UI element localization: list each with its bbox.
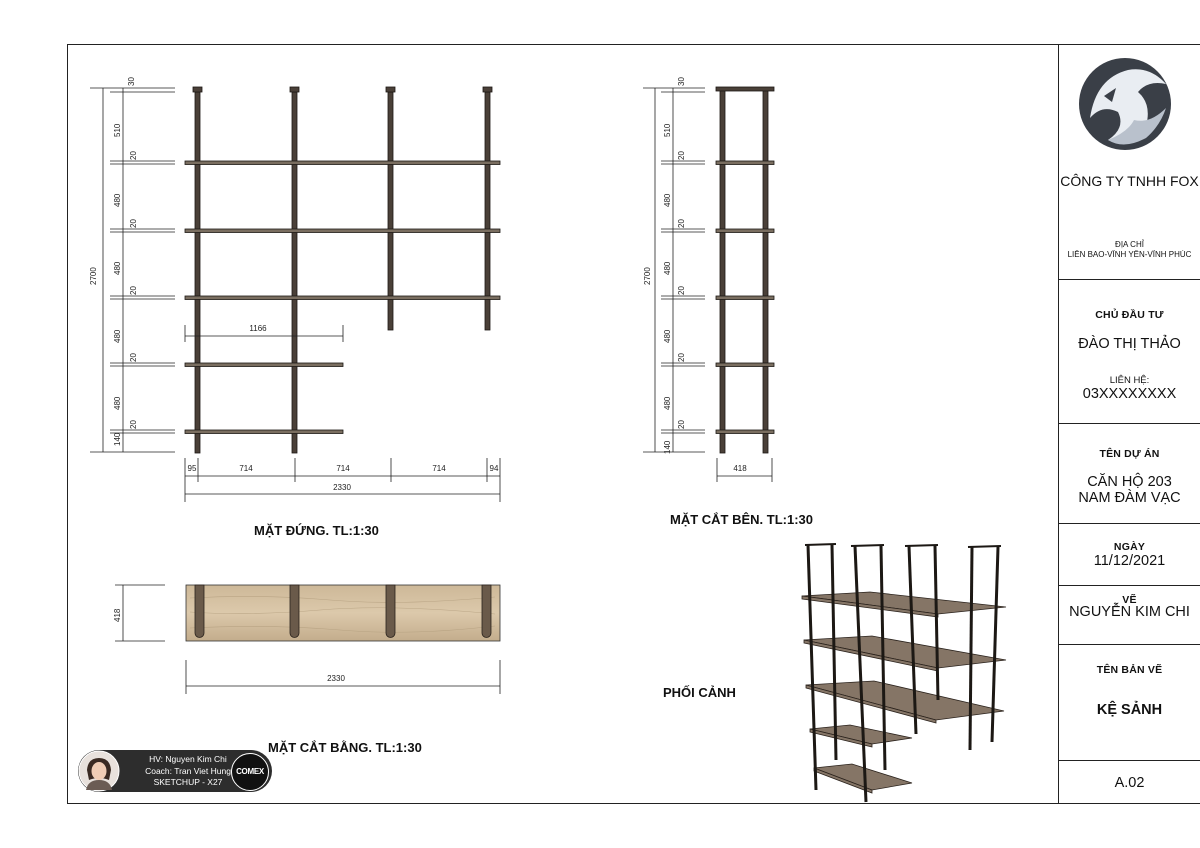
front-elevation	[89, 77, 500, 502]
investor-label: CHỦ ĐẦU TƯ	[1095, 309, 1164, 321]
avatar	[78, 750, 120, 792]
drawn-by-label: VẼ	[1122, 594, 1137, 606]
front-vertical-dims	[90, 88, 175, 452]
side-dim-480-a: 480	[663, 193, 672, 207]
side-dim-480-b: 480	[663, 261, 672, 275]
side-posts	[716, 87, 774, 453]
side-dim-shelf-5: 20	[677, 420, 686, 429]
side-dim-total-height: 2700	[643, 267, 652, 285]
front-posts	[193, 87, 492, 453]
comex-logo: COMEX	[231, 753, 269, 791]
dim-shelf-1: 20	[129, 151, 138, 160]
contact-value: 03XXXXXXXX	[1082, 386, 1177, 402]
side-dim-top-cap: 30	[677, 77, 686, 86]
investor-name: ĐÀO THỊ THẢO	[1078, 336, 1181, 352]
dim-right-offset: 94	[489, 464, 499, 473]
side-dim-shelf-1: 20	[677, 151, 686, 160]
side-section	[643, 77, 774, 482]
dim-480-b: 480	[113, 261, 122, 275]
sheet-frame	[68, 44, 1200, 804]
date-value: 11/12/2021	[1093, 553, 1166, 569]
dim-480-c: 480	[113, 329, 122, 343]
dim-bay-3: 714	[432, 464, 446, 473]
side-dim-bottom: 140	[663, 440, 672, 454]
company-address: LIÊN BAO-VĨNH YÊN-VĨNH PHÚC	[1067, 250, 1192, 259]
contact-label: LIÊN HỆ:	[1109, 375, 1150, 386]
dim-top-cap: 30	[127, 77, 136, 86]
student-badge	[78, 750, 272, 792]
date-label: NGÀY	[1113, 541, 1146, 553]
side-dim-depth: 418	[733, 464, 747, 473]
front-width-dim-labels	[188, 464, 499, 492]
company-name: CÔNG TY TNHH FOX	[1060, 173, 1199, 189]
plan-dim-depth: 418	[113, 608, 122, 622]
dim-480-a: 480	[113, 193, 122, 207]
title-front-elevation: MẶT ĐỨNG. TL:1:30	[254, 523, 379, 538]
side-vertical-dim-labels	[643, 77, 686, 454]
dim-partial-width: 1166	[249, 324, 267, 333]
perspective-view	[802, 544, 1006, 802]
side-dim-shelf-2: 20	[677, 219, 686, 228]
side-dim-shelf-3: 20	[677, 286, 686, 295]
dim-bay-2: 714	[336, 464, 350, 473]
side-dim-480-c: 480	[663, 329, 672, 343]
front-shelves	[185, 161, 500, 434]
badge-text	[130, 754, 246, 789]
title-side-section: MẶT CẮT BÊN. TL:1:30	[670, 512, 813, 527]
dim-total-width: 2330	[333, 483, 351, 492]
title-perspective: PHỐI CẢNH	[663, 685, 736, 700]
dim-total-height: 2700	[89, 267, 98, 285]
front-vertical-dim-labels	[89, 77, 138, 446]
dim-510: 510	[113, 123, 122, 137]
plan-section	[113, 585, 500, 694]
sheet-number: A.02	[1114, 775, 1145, 791]
drawn-by-value: NGUYỄN KIM CHI	[1069, 604, 1190, 620]
side-dim-480-d: 480	[663, 396, 672, 410]
plan-shelf-board	[186, 585, 500, 641]
dim-shelf-4: 20	[129, 353, 138, 362]
side-dim-shelf-4: 20	[677, 353, 686, 362]
badge-student: HV: Nguyen Kim Chi	[149, 754, 227, 764]
sheet-title-value: KỆ SẢNH	[1096, 702, 1163, 718]
side-dim-510: 510	[663, 123, 672, 137]
company-address-label: ĐỊA CHỈ	[1115, 240, 1144, 249]
dim-shelf-3: 20	[129, 286, 138, 295]
dim-shelf-5: 20	[129, 420, 138, 429]
perspective-caps	[805, 544, 1001, 547]
dim-shelf-2: 20	[129, 219, 138, 228]
plan-dim-width: 2330	[327, 674, 345, 683]
dim-left-offset: 95	[187, 464, 197, 473]
badge-coach: Coach: Tran Viet Hung	[145, 765, 231, 776]
title-plan-section: MẶT CẮT BẰNG. TL:1:30	[268, 740, 422, 755]
project-line-1: CĂN HỘ 203	[1087, 474, 1172, 490]
dim-bay-1: 714	[239, 464, 253, 473]
sheet-title-label: TÊN BẢN VẼ	[1096, 664, 1163, 676]
fox-logo-icon	[1079, 58, 1171, 150]
project-label: TÊN DỰ ÁN	[1099, 448, 1160, 460]
project-line-2: NAM ĐÀM VẠC	[1078, 490, 1181, 506]
badge-course: SKETCHUP - X27	[153, 777, 223, 787]
dim-bottom: 140	[113, 432, 122, 446]
perspective-posts	[808, 545, 998, 802]
dim-480-d: 480	[113, 396, 122, 410]
